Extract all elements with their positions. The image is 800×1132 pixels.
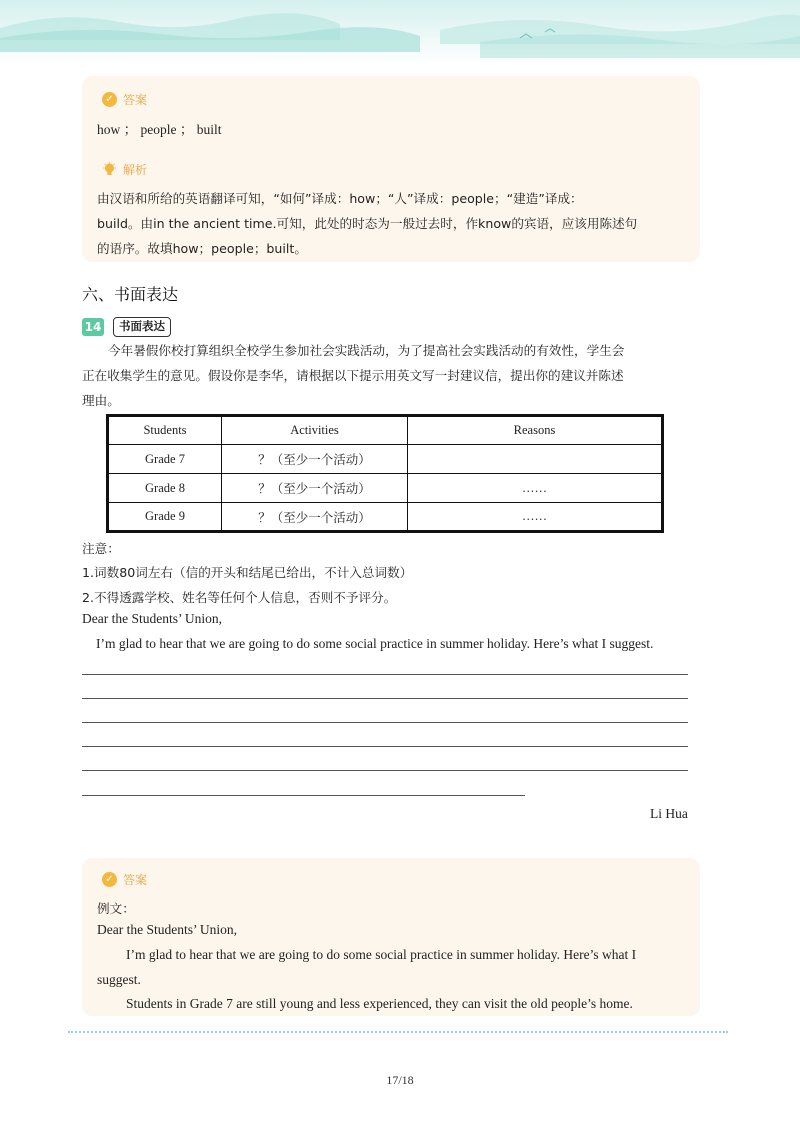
prompt-line-3: 理由。 bbox=[82, 393, 120, 408]
question-type-tag: 书面表达 bbox=[113, 317, 171, 337]
question-number-badge: 14 bbox=[82, 318, 104, 336]
requirements-table bbox=[106, 414, 664, 533]
letter-signature: Li Hua bbox=[650, 806, 688, 821]
sample-label: 例文： bbox=[97, 901, 135, 916]
analysis-label: 解析 bbox=[102, 161, 147, 178]
table-cell: Grade 8 bbox=[108, 474, 222, 503]
writing-line bbox=[82, 770, 688, 771]
writing-line bbox=[82, 674, 688, 675]
table-cell: ？（至少一个活动） bbox=[222, 445, 408, 474]
note-1: 1.词数80词左右（信的开头和结尾已给出，不计入总词数） bbox=[82, 565, 413, 580]
answer-label-2: ✓ 答案 bbox=[102, 871, 147, 888]
sample-line-2: suggest. bbox=[97, 972, 141, 987]
notes-title: 注意： bbox=[82, 541, 120, 556]
answer-text-1: how ； people ； built bbox=[97, 122, 222, 137]
prompt-line-1: 今年暑假你校打算组织全校学生参加社会实践活动，为了提高社会实践活动的有效性，学生会 bbox=[108, 343, 625, 358]
letter-salutation: Dear the Students’ Union, bbox=[82, 611, 222, 626]
table-header-cell: Reasons bbox=[408, 416, 663, 445]
table-cell: …… bbox=[408, 503, 663, 532]
table-row bbox=[108, 474, 663, 503]
table-cell: ？（至少一个活动） bbox=[222, 503, 408, 532]
table-row bbox=[108, 503, 663, 532]
top-banner-decoration bbox=[0, 0, 800, 64]
lightbulb-icon bbox=[102, 162, 117, 177]
note-2: 2.不得透露学校、姓名等任何个人信息，否则不予评分。 bbox=[82, 590, 397, 605]
footer-divider bbox=[68, 1031, 728, 1033]
letter-opening: I’m glad to hear that we are going to do some social practice in summer holiday. Here’s what I suggest. bbox=[96, 636, 654, 651]
table-row bbox=[108, 445, 663, 474]
writing-line bbox=[82, 746, 688, 747]
section-title: 六、书面表达 bbox=[82, 285, 179, 304]
sample-line-1: I’m glad to hear that we are going to do some social practice in summer holiday. Here’s what I bbox=[126, 947, 637, 962]
writing-line bbox=[82, 722, 688, 723]
sample-line-3: Students in Grade 7 are still young and less experienced, they can visit the old people’s home. bbox=[126, 996, 633, 1011]
analysis-line-3: 的语序。故填how；people；built。 bbox=[97, 241, 307, 256]
table-header-cell: Activities bbox=[222, 416, 408, 445]
analysis-line-1: 由汉语和所给的英语翻译可知，“如何”译成：how；“人”译成：people；“建造”译成： bbox=[97, 191, 583, 206]
table-cell: Grade 9 bbox=[108, 503, 222, 532]
table-cell: …… bbox=[408, 474, 663, 503]
table-cell bbox=[408, 445, 663, 474]
writing-line bbox=[82, 795, 525, 796]
answer-label-1: ✓ 答案 bbox=[102, 91, 147, 108]
check-icon: ✓ bbox=[102, 872, 117, 887]
analysis-line-2: build。由in the ancient time.可知，此处的时态为一般过去时，作know的宾语，应该用陈述句 bbox=[97, 216, 638, 231]
prompt-line-2: 正在收集学生的意见。假设你是李华，请根据以下提示用英文写一封建议信，提出你的建议并陈述 bbox=[82, 368, 624, 383]
table-cell: Grade 7 bbox=[108, 445, 222, 474]
table-header-cell: Students bbox=[108, 416, 222, 445]
check-icon: ✓ bbox=[102, 92, 117, 107]
page-number: 17/18 bbox=[386, 1073, 414, 1087]
answer-box-1 bbox=[82, 76, 700, 262]
table-cell: ？（至少一个活动） bbox=[222, 474, 408, 503]
table-header-row bbox=[108, 416, 663, 445]
sample-salutation: Dear the Students’ Union, bbox=[97, 922, 237, 937]
writing-line bbox=[82, 698, 688, 699]
